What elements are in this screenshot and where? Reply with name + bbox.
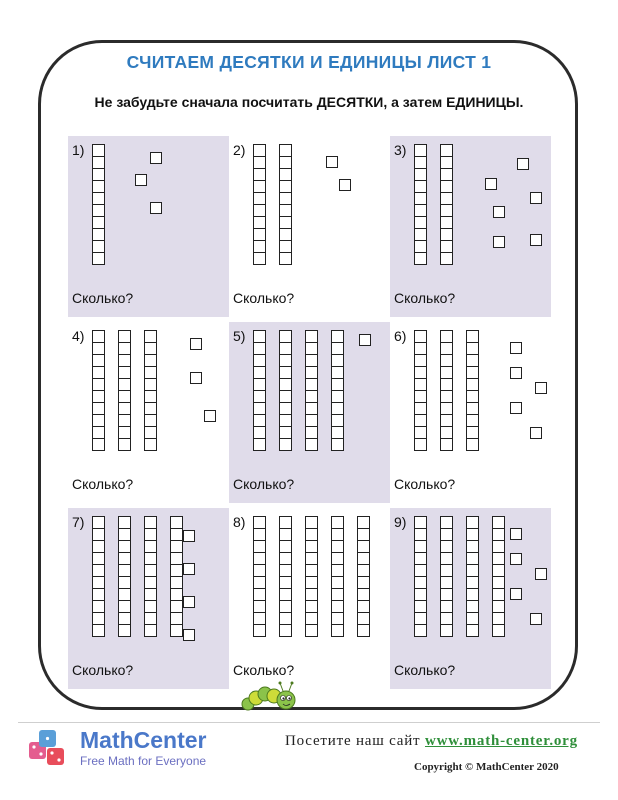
problem-9 bbox=[390, 508, 551, 689]
question-label: Сколько? bbox=[72, 476, 134, 492]
one-cube bbox=[510, 553, 522, 565]
brand-name: MathCenter bbox=[80, 727, 207, 753]
question-label: Сколько? bbox=[72, 662, 134, 678]
problem-2 bbox=[229, 136, 390, 317]
question-label: Сколько? bbox=[233, 290, 295, 306]
one-cube bbox=[326, 156, 338, 168]
ten-rod bbox=[92, 516, 105, 637]
one-cube bbox=[204, 410, 216, 422]
ten-rod bbox=[466, 330, 479, 451]
one-cube bbox=[190, 372, 202, 384]
worksheet-title: СЧИТАЕМ ДЕСЯТКИ И ЕДИНИЦЫ ЛИСТ 1 bbox=[126, 52, 492, 72]
one-cube bbox=[510, 342, 522, 354]
visit-label: Посетите наш сайт bbox=[285, 733, 421, 749]
one-cube bbox=[183, 596, 195, 608]
copyright-text: Copyright © MathCenter 2020 bbox=[414, 761, 559, 773]
one-cube bbox=[530, 192, 542, 204]
one-cube bbox=[493, 236, 505, 248]
one-cube bbox=[150, 202, 162, 214]
ten-rod bbox=[92, 330, 105, 451]
ten-rod bbox=[253, 330, 266, 451]
ten-rod bbox=[305, 516, 318, 637]
problem-number: 5) bbox=[233, 328, 246, 344]
ten-rod bbox=[92, 144, 105, 265]
ten-rod bbox=[279, 516, 292, 637]
problem-1 bbox=[68, 136, 229, 317]
ten-rod bbox=[144, 330, 157, 451]
ten-rod bbox=[440, 330, 453, 451]
problem-7 bbox=[68, 508, 229, 689]
one-cube bbox=[530, 427, 542, 439]
one-cube bbox=[535, 568, 547, 580]
ten-rod bbox=[170, 516, 183, 637]
one-cube bbox=[517, 158, 529, 170]
question-label: Сколько? bbox=[394, 290, 456, 306]
one-cube bbox=[150, 152, 162, 164]
ten-rod bbox=[253, 516, 266, 637]
problem-5 bbox=[229, 322, 390, 503]
problem-number: 3) bbox=[394, 142, 407, 158]
question-label: Сколько? bbox=[394, 662, 456, 678]
problem-number: 9) bbox=[394, 514, 407, 530]
ten-rod bbox=[305, 330, 318, 451]
ten-rod bbox=[118, 516, 131, 637]
problem-number: 4) bbox=[72, 328, 85, 344]
ten-rod bbox=[440, 144, 453, 265]
ten-rod bbox=[414, 144, 427, 265]
one-cube bbox=[190, 338, 202, 350]
ten-rod bbox=[331, 516, 344, 637]
one-cube bbox=[135, 174, 147, 186]
mathcenter-logo-icon bbox=[26, 728, 72, 772]
one-cube bbox=[535, 382, 547, 394]
instruction-text: Не забудьте сначала посчитать ДЕСЯТКИ, а затем ЕДИНИЦЫ. bbox=[94, 94, 524, 110]
ten-rod bbox=[414, 330, 427, 451]
one-cube bbox=[510, 402, 522, 414]
question-label: Сколько? bbox=[72, 290, 134, 306]
one-cube bbox=[510, 588, 522, 600]
ten-rod bbox=[279, 330, 292, 451]
problem-number: 2) bbox=[233, 142, 246, 158]
one-cube bbox=[485, 178, 497, 190]
visit-text bbox=[285, 733, 578, 750]
ten-rod bbox=[118, 330, 131, 451]
ten-rod bbox=[331, 330, 344, 451]
problem-number: 1) bbox=[72, 142, 85, 158]
one-cube bbox=[359, 334, 371, 346]
question-label: Сколько? bbox=[233, 476, 295, 492]
ten-rod bbox=[492, 516, 505, 637]
one-cube bbox=[183, 563, 195, 575]
one-cube bbox=[183, 530, 195, 542]
problem-6 bbox=[390, 322, 551, 503]
brand-tagline: Free Math for Everyone bbox=[80, 754, 207, 768]
problem-3 bbox=[390, 136, 551, 317]
problem-4 bbox=[68, 322, 229, 503]
one-cube bbox=[530, 613, 542, 625]
one-cube bbox=[339, 179, 351, 191]
ten-rod bbox=[144, 516, 157, 637]
problem-number: 6) bbox=[394, 328, 407, 344]
ten-rod bbox=[414, 516, 427, 637]
ten-rod bbox=[466, 516, 479, 637]
one-cube bbox=[183, 629, 195, 641]
one-cube bbox=[510, 367, 522, 379]
website-link[interactable]: www.math-center.org bbox=[424, 733, 578, 749]
ten-rod bbox=[253, 144, 266, 265]
problem-8 bbox=[229, 508, 390, 689]
question-label: Сколько? bbox=[233, 662, 295, 678]
one-cube bbox=[510, 528, 522, 540]
problem-number: 8) bbox=[233, 514, 246, 530]
question-label: Сколько? bbox=[394, 476, 456, 492]
caterpillar-icon bbox=[240, 676, 300, 716]
ten-rod bbox=[440, 516, 453, 637]
one-cube bbox=[493, 206, 505, 218]
ten-rod bbox=[357, 516, 370, 637]
ten-rod bbox=[279, 144, 292, 265]
one-cube bbox=[530, 234, 542, 246]
problem-number: 7) bbox=[72, 514, 85, 530]
footer-divider bbox=[18, 722, 600, 723]
